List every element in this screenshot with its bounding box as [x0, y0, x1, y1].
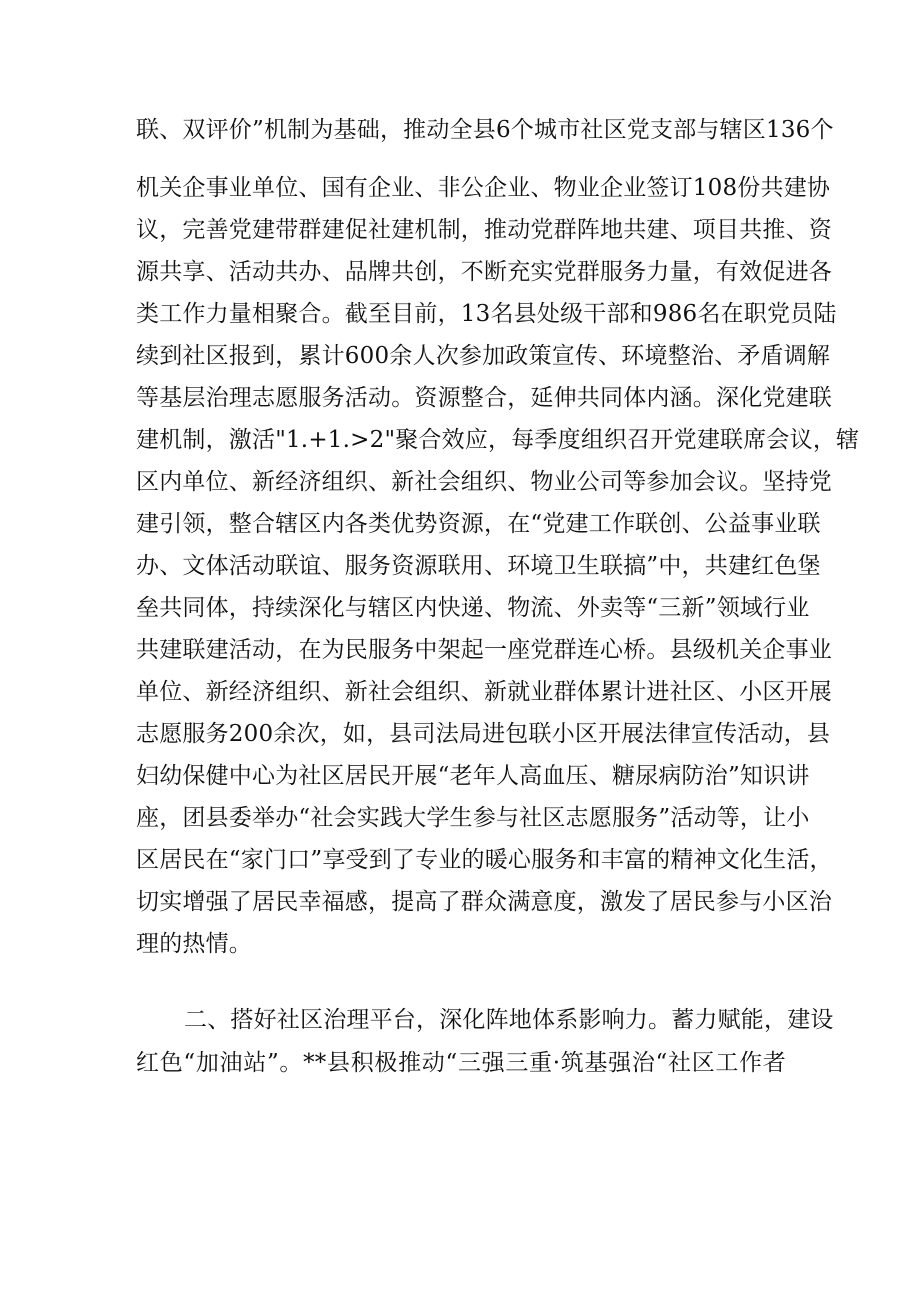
text-line: 垒共同体，持续深化与辖区内快递、物流、外卖等“三新”领域行业 — [136, 595, 810, 621]
text-line: 共建联建活动，在为民服务中架起一座党群连心桥。县级机关企事业 — [136, 637, 832, 663]
text-line: 机关企事业单位、国有企业、非公企业、物业企业签订108份共建协 — [136, 175, 831, 201]
text-line: 单位、新经济组织、新社会组织、新就业群体累计进社区、小区开展 — [136, 679, 832, 705]
text-line: 建引领，整合辖区内各类优势资源，在“党建工作联创、公益事业联 — [136, 511, 821, 537]
text-line: 联、双评价”机制为基础，推动全县6个城市社区党支部与辖区136个 — [136, 117, 834, 143]
text-line: 类工作力量相聚合。截至目前，13名县处级干部和986名在职党员陆 — [136, 301, 837, 327]
section-heading-line: 二、搭好社区治理平台，深化阵地体系影响力。蓄力赋能，建设 — [184, 1007, 834, 1033]
text-line: 妇幼保健中心为社区居民开展“老年人高血压、糖尿病防治”知识讲 — [136, 763, 810, 789]
text-line: 建机制，激活"1.+1.>2"聚合效应，每季度组织召开党建联席会议，辖 — [136, 427, 860, 453]
text-line: 志愿服务200余次，如，县司法局进包联小区开展法律宣传活动，县 — [136, 721, 831, 747]
text-line: 区内单位、新经济组织、新社会组织、物业公司等参加会议。坚持党 — [136, 469, 832, 495]
text-line: 等基层治理志愿服务活动。资源整合，延伸共同体内涵。深化党建联 — [136, 385, 832, 411]
text-line: 续到社区报到，累计600余人次参加政策宣传、环境整治、矛盾调解 — [136, 343, 831, 369]
text-line: 红色“加油站”。**县积极推动“三强三重·筑基强治“社区工作者 — [136, 1050, 786, 1076]
text-line: 区居民在“家门口”享受到了专业的暖心服务和丰富的精神文化生活， — [136, 847, 833, 873]
text-line: 议，完善党建带群建促社建机制，推动党群阵地共建、项目共推、资 — [136, 217, 832, 243]
text-line: 座，团县委举办“社会实践大学生参与社区志愿服务”活动等，让小 — [136, 805, 810, 831]
text-line: 源共享、活动共办、品牌共创，不断充实党群服务力量，有效促进各 — [136, 259, 832, 285]
text-line: 理的热情。 — [136, 931, 252, 957]
text-line: 切实增强了居民幸福感，提高了群众满意度，激发了居民参与小区治 — [136, 889, 832, 915]
text-line: 办、文体活动联谊、服务资源联用、环境卫生联搞”中，共建红色堡 — [136, 553, 821, 579]
